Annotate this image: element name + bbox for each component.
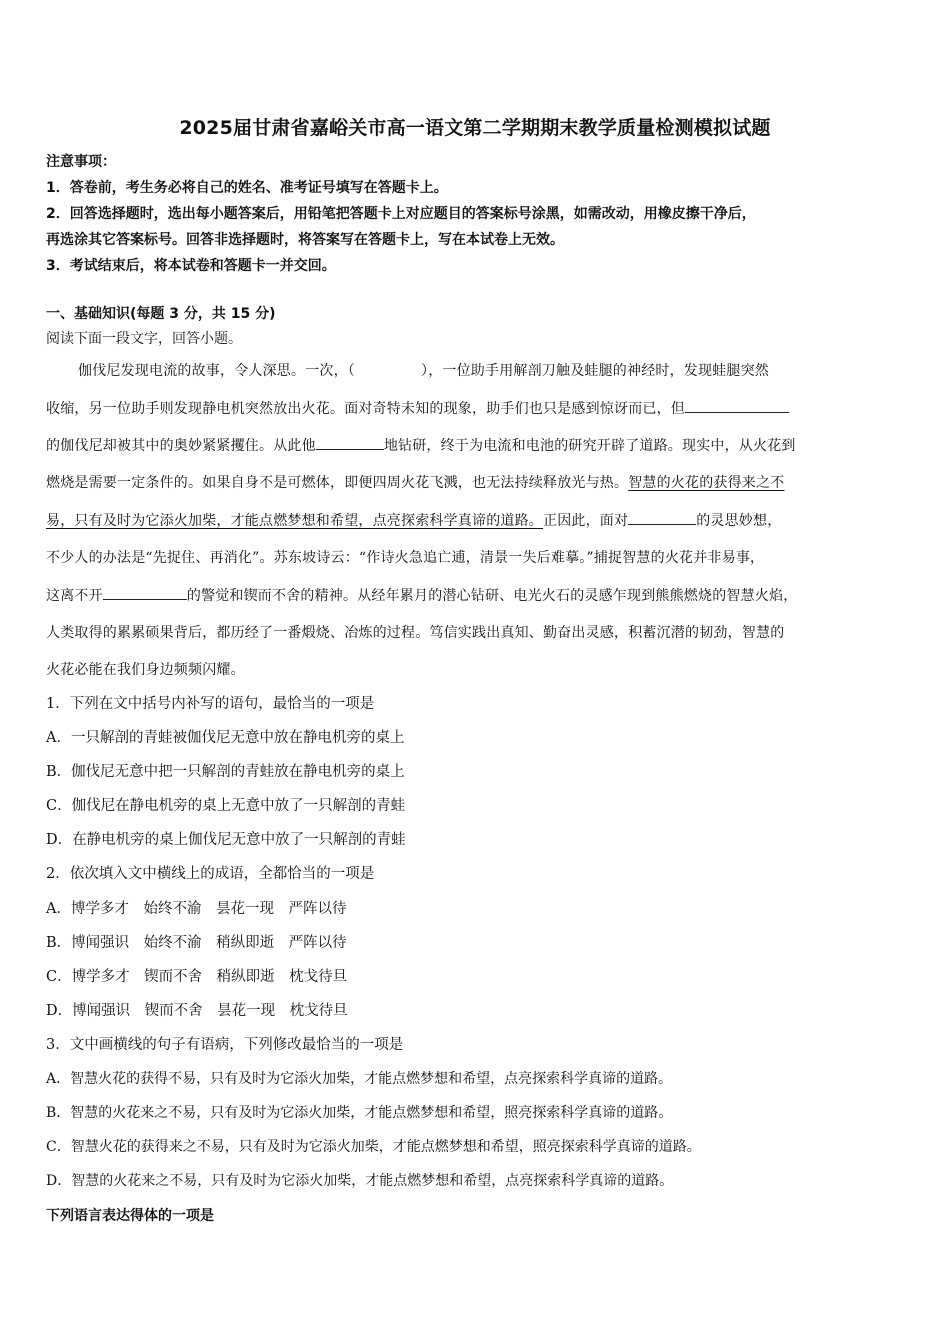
passage-text: 伽伐尼发现电流的故事，令人深思。一次，（ bbox=[78, 363, 355, 379]
fill-blank-3 bbox=[628, 510, 696, 525]
q2-option-b: B．博闻强识 始终不渝 稍纵即逝 严阵以待 bbox=[46, 935, 347, 951]
q3-stem: 3．文中画横线的句子有语病，下列修改最恰当的一项是 bbox=[46, 1037, 404, 1053]
notice-item-3: 3．考试结束后，将本试卷和答题卡一并交回。 bbox=[46, 258, 336, 274]
fill-blank-4 bbox=[103, 585, 187, 600]
section-instruction: 阅读下面一段文字，回答小题。 bbox=[46, 331, 242, 347]
section-heading: 一、基础知识(每题 3 分，共 15 分) bbox=[46, 306, 276, 322]
q2-option-c: C．博学多才 锲而不舍 稍纵即逝 枕戈待旦 bbox=[46, 969, 348, 985]
passage-text: ），一位助手用解剖刀触及蛙腿的神经时，发现蛙腿突然 bbox=[421, 363, 769, 379]
q3-option-d: D．智慧的火花来之不易，只有及时为它添火加柴，才能点燃梦想和希望，点亮探索科学真谛的道路。 bbox=[46, 1173, 674, 1189]
passage-text: 收缩，另一位助手则发现静电机突然放出火花。面对奇特未知的现象，助手们也只是感到惊讶而已，但 bbox=[46, 401, 685, 417]
notice-item-2b: 再选涂其它答案标号。回答非选择题时，将答案写在答题卡上，写在本试卷上无效。 bbox=[46, 232, 564, 248]
underlined-sentence: 易，只有及时为它添火加柴，才能点燃梦想和希望，点亮探索科学真谛的道路。 bbox=[46, 513, 543, 529]
passage-text: 这离不开 bbox=[46, 588, 103, 604]
notice-item-1: 1．答卷前，考生务必将自己的姓名、准考证号填写在答题卡上。 bbox=[46, 180, 448, 196]
fill-blank-2 bbox=[316, 435, 384, 450]
q2-option-d: D．博闻强识 锲而不舍 昙花一现 枕戈待旦 bbox=[46, 1003, 348, 1019]
q2-stem: 2．依次填入文中横线上的成语，全都恰当的一项是 bbox=[46, 866, 375, 882]
passage-line-6: 不少人的办法是“先捉住、再消化”。苏东坡诗云：“作诗火急追亡逋，清景一失后难摹。”捕捉智慧的火花并非易事， bbox=[46, 550, 765, 566]
passage-line-9: 火花必能在我们身边频频闪耀。 bbox=[46, 662, 245, 678]
passage-line-5 bbox=[46, 510, 908, 530]
passage-text: 地钻研，终于为电流和电池的研究开辟了道路。现实中，从火花到 bbox=[383, 438, 796, 454]
q3-option-a: A．智慧火花的获得不易，只有及时为它添火加柴，才能点燃梦想和希望，点亮探索科学真谛的道路。 bbox=[46, 1071, 673, 1087]
passage-line-2 bbox=[46, 398, 908, 418]
underlined-sentence: 智慧的火花的获得来之不 bbox=[628, 475, 785, 491]
passage-line-8: 人类取得的累累硕果背后，都历经了一番煅烧、冶炼的过程。笃信实践出真知、勤奋出灵感，积蓄沉潜的韧劲，智慧的 bbox=[46, 625, 785, 641]
fill-blank-1 bbox=[685, 398, 789, 413]
passage-text: 的伽伐尼却被其中的奥妙紧紧攫住。从此他 bbox=[46, 438, 316, 454]
q1-stem: 1．下列在文中括号内补写的语句，最恰当的一项是 bbox=[46, 696, 375, 712]
passage-text: 燃烧是需要一定条件的。如果自身不是可燃体，即便四周火花飞溅，也无法持续释放光与热。 bbox=[46, 475, 629, 491]
passage-line-3 bbox=[46, 435, 908, 455]
q1-option-b: B．伽伐尼无意中把一只解剖的青蛙放在静电机旁的桌上 bbox=[46, 764, 405, 780]
q1-option-a: A．一只解剖的青蛙被伽伐尼无意中放在静电机旁的桌上 bbox=[46, 730, 405, 746]
page-title: 2025届甘肃省嘉峪关市高一语文第二学期期末教学质量检测模拟试题 bbox=[179, 117, 771, 139]
passage-text: 的灵思妙想， bbox=[696, 513, 782, 529]
passage-line-4 bbox=[46, 472, 908, 492]
notice-heading: 注意事项： bbox=[46, 154, 116, 170]
q1-option-d: D．在静电机旁的桌上伽伐尼无意中放了一只解剖的青蛙 bbox=[46, 832, 406, 848]
passage-line-7 bbox=[46, 585, 908, 605]
next-question-stem: 下列语言表达得体的一项是 bbox=[46, 1208, 214, 1224]
q3-option-b: B．智慧的火花来之不易，只有及时为它添火加柴，才能点燃梦想和希望，照亮探索科学真谛的道路。 bbox=[46, 1105, 673, 1121]
q3-option-c: C．智慧火花的获得来之不易，只有及时为它添火加柴，才能点燃梦想和希望，照亮探索科学真谛的道路。 bbox=[46, 1139, 701, 1155]
notice-item-2a: 2．回答选择题时，选出每小题答案后，用铅笔把答题卡上对应题目的答案标号涂黑，如需改动，用橡皮擦干净后， bbox=[46, 206, 756, 222]
q1-option-c: C．伽伐尼在静电机旁的桌上无意中放了一只解剖的青蛙 bbox=[46, 798, 406, 814]
q2-option-a: A．博学多才 始终不渝 昙花一现 严阵以待 bbox=[46, 901, 347, 917]
passage-line-1 bbox=[46, 360, 908, 380]
passage-text: 正因此，面对 bbox=[543, 513, 629, 529]
passage-text: 的警觉和锲而不舍的精神。从经年累月的潜心钻研、电光火石的灵感乍现到熊熊燃烧的智慧火焰， bbox=[186, 588, 798, 604]
